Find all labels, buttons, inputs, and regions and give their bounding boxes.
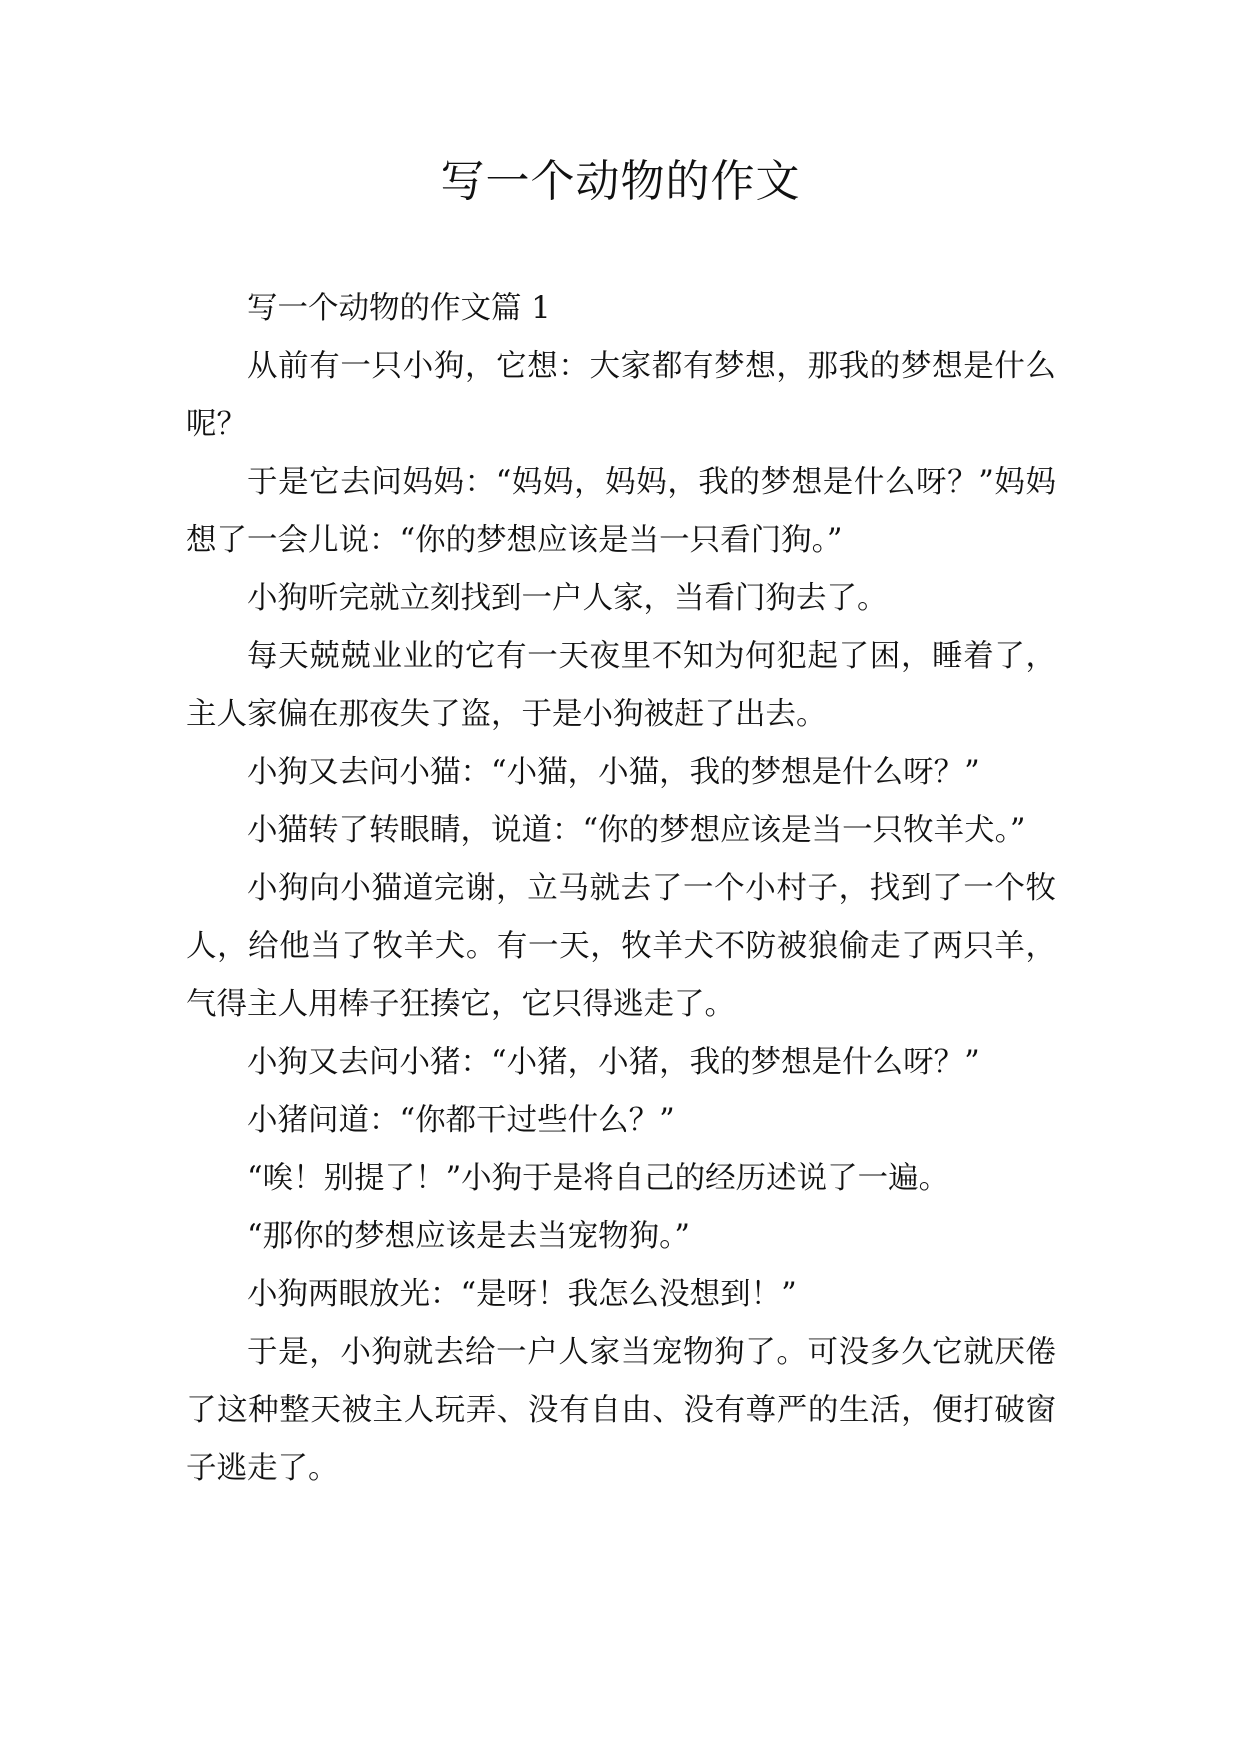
paragraph: “唉！别提了！”小狗于是将自己的经历述说了一遍。: [247, 1161, 950, 1196]
paragraph: 小狗两眼放光：“是呀！我怎么没想到！”: [247, 1277, 797, 1312]
paragraph: 小狗又去问小猪：“小猪，小猪，我的梦想是什么呀？”: [247, 1045, 980, 1080]
paragraph: 小狗向小猫道完谢，立马就去了一个小村子，找到了一个牧人，给他当了牧羊犬。有一天，牧羊犬不防被狼偷走了两只羊，气得主人用棒子狂揍它，它只得逃走了。: [186, 871, 1056, 1022]
document-body: [186, 280, 1056, 1498]
paragraph: “那你的梦想应该是去当宠物狗。”: [247, 1219, 690, 1254]
paragraph: 从前有一只小狗，它想：大家都有梦想，那我的梦想是什么呢？: [186, 349, 1056, 442]
document-title: 写一个动物的作文: [440, 156, 801, 207]
paragraph: 于是，小狗就去给一户人家当宠物狗了。可没多久它就厌倦了这种整天被主人玩弄、没有自由、没有尊严的生活，便打破窗子逃走了。: [186, 1335, 1056, 1486]
paragraph: 每天兢兢业业的它有一天夜里不知为何犯起了困，睡着了，主人家偏在那夜失了盗，于是小狗被赶了出去。: [186, 639, 1056, 732]
section-heading: 写一个动物的作文篇 1: [247, 291, 551, 326]
paragraph: 小狗又去问小猫：“小猫，小猫，我的梦想是什么呀？”: [247, 755, 980, 790]
paragraph: 于是它去问妈妈：“妈妈，妈妈，我的梦想是什么呀？”妈妈想了一会儿说：“你的梦想应该是当一只看门狗。”: [186, 465, 1056, 558]
paragraph: 小狗听完就立刻找到一户人家，当看门狗去了。: [247, 581, 888, 616]
paragraph: 小猫转了转眼睛，说道：“你的梦想应该是当一只牧羊犬。”: [247, 813, 1026, 848]
paragraph: 小猪问道：“你都干过些什么？”: [247, 1103, 675, 1138]
